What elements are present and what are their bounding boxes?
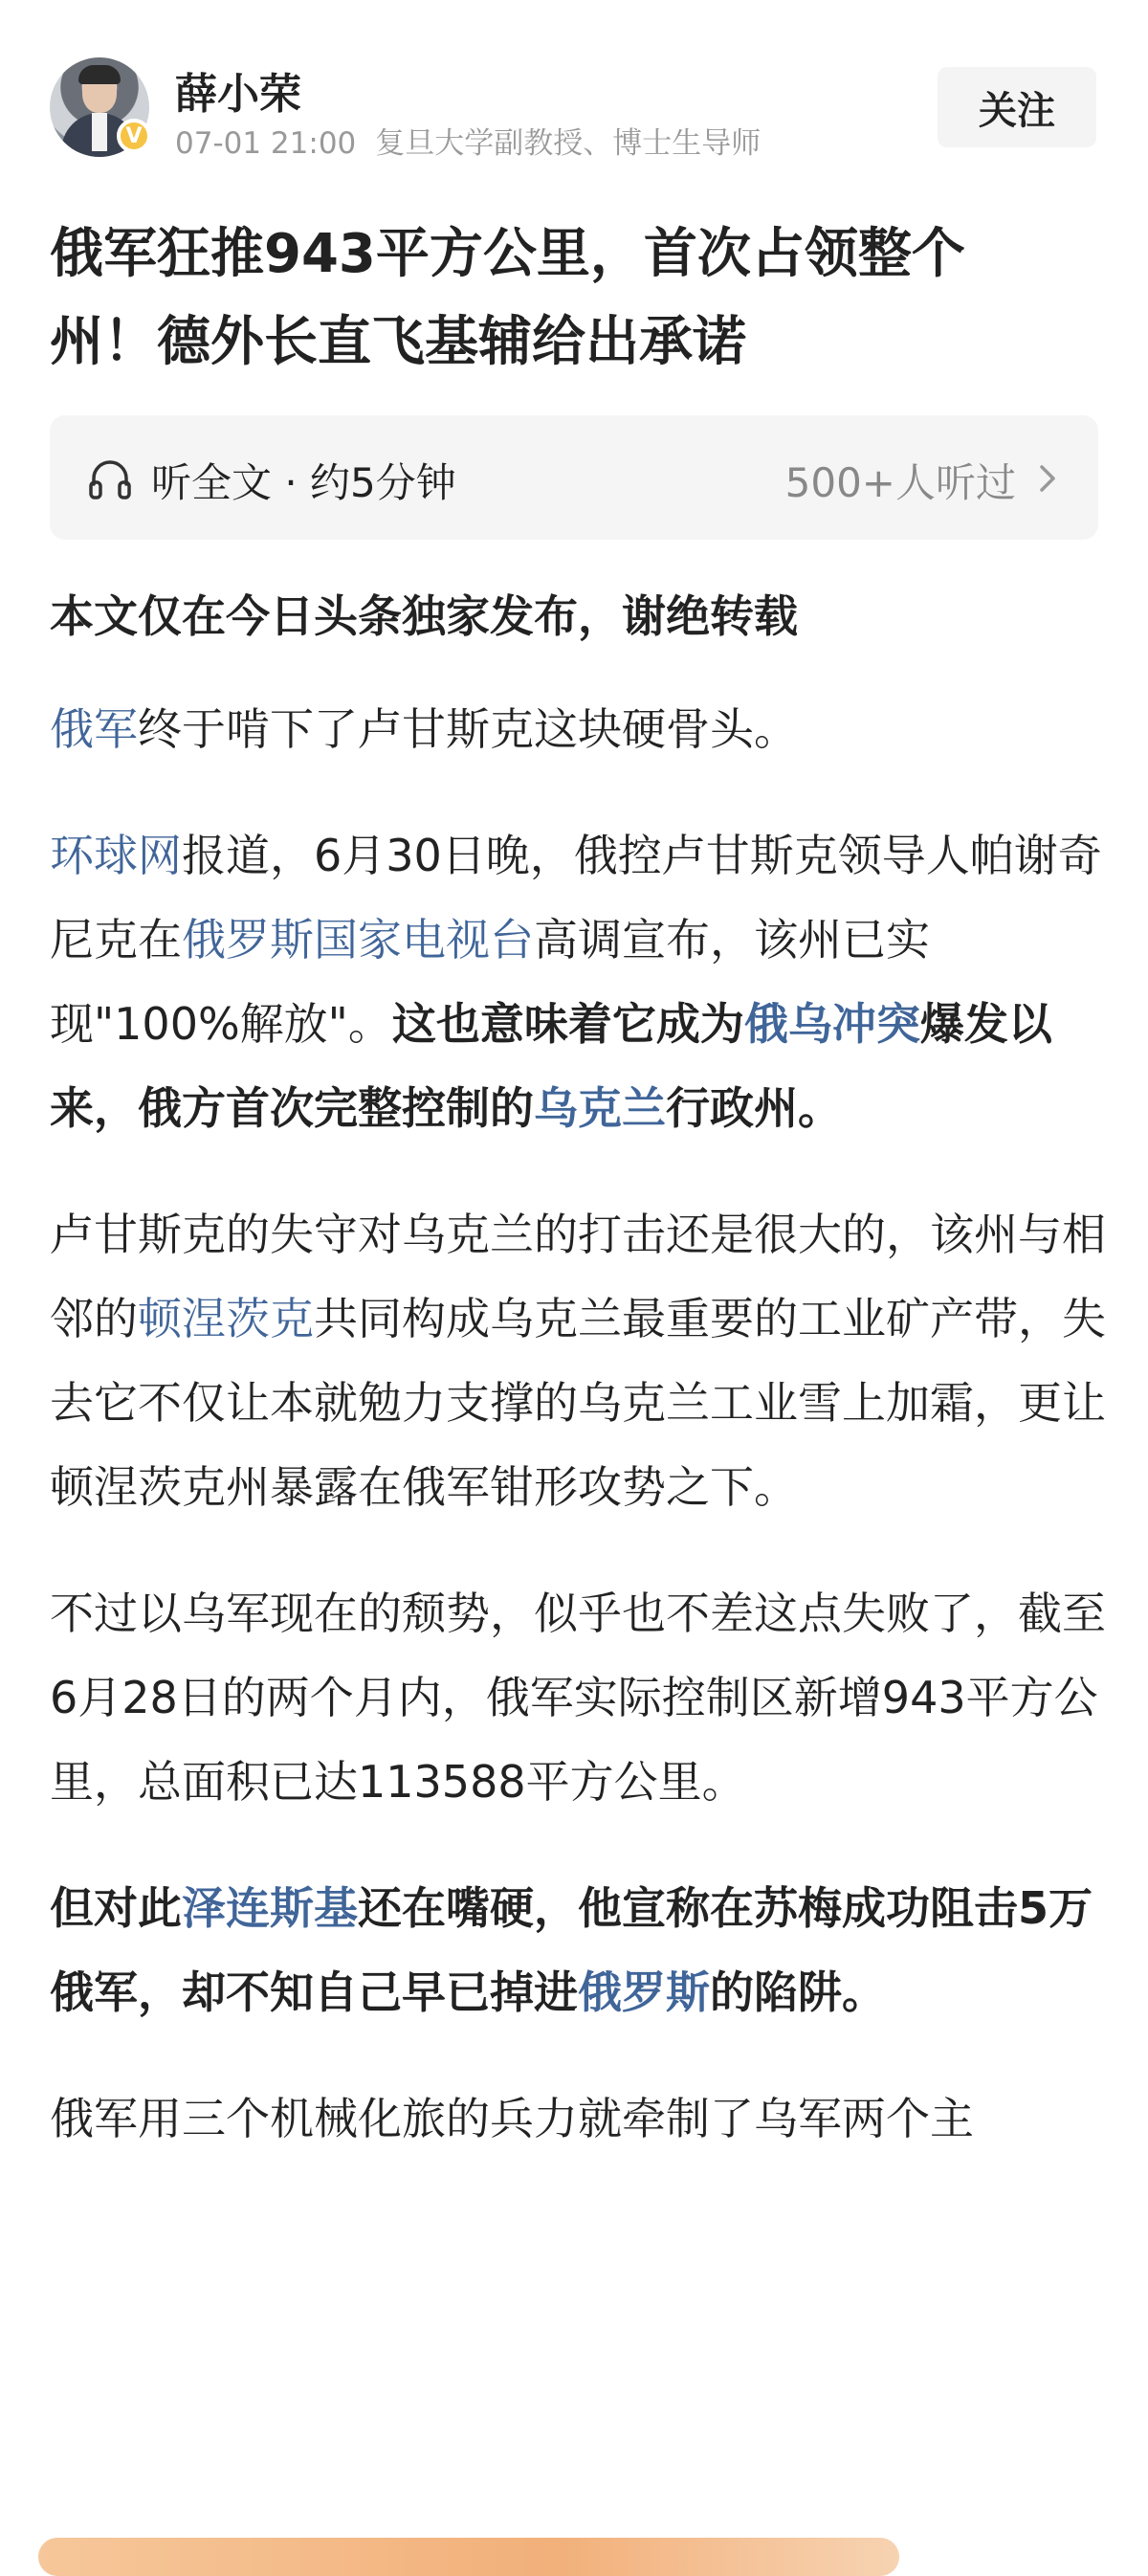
paragraph [50, 1866, 1112, 2034]
headphones-icon [88, 457, 132, 500]
bold-text: 爆发以来，俄方首次完整控制的 [50, 998, 1052, 1134]
paragraph-text: 报道，6月30日晚，俄控卢甘斯克领导人帕谢奇尼克在 [50, 830, 1102, 966]
paragraph-text: 卢甘斯克的失守对乌克兰的打击还是很大的，该州与相邻的 [50, 1209, 1106, 1344]
bold-text: 的陷阱。 [710, 1966, 886, 2018]
keyword-link[interactable]: 俄军 [50, 703, 138, 755]
author-description: 复旦大学副教授、博士生导师 [375, 126, 762, 161]
keyword-link[interactable]: 顿涅茨克 [138, 1293, 314, 1344]
author-meta [175, 119, 761, 162]
publish-time: 07-01 21:00 [175, 126, 357, 161]
listen-count: 500+人听过 [784, 459, 1016, 506]
keyword-link[interactable]: 环球网 [50, 830, 182, 881]
paragraph-text: 终于啃下了卢甘斯克这块硬骨头。 [138, 703, 798, 755]
bold-text: 行政州。 [666, 1082, 842, 1134]
keyword-link[interactable]: 乌克兰 [534, 1082, 666, 1134]
article-header [0, 0, 1148, 172]
avatar-hair [78, 65, 121, 84]
paragraph-text: 高调宣布，该州已实现"100%解放"。 [50, 914, 930, 1050]
follow-button[interactable]: 关注 [938, 67, 1096, 147]
article-title [50, 211, 1102, 387]
keyword-link[interactable]: 俄乌冲突 [743, 998, 920, 1050]
copyright-notice: 本文仅在今日头条独家发布，谢绝转载 [50, 590, 798, 642]
paragraph [50, 687, 1112, 771]
paragraph [50, 813, 1112, 1150]
paragraph [50, 1192, 1112, 1529]
paragraph: 俄军用三个机械化旅的兵力就牵制了乌军两个主 [50, 2093, 974, 2144]
verified-badge-icon: V [117, 119, 151, 153]
avatar-shirt [92, 113, 107, 151]
bold-text: 还在嘴硬，他宣称在苏梅成功阻击5万俄军，却不知自己早已掉进 [50, 1882, 1093, 2018]
paragraph: 不过以乌军现在的颓势，似乎也不差这点失败了，截至6月28日的两个月内，俄军实际控制区新增943平方公里，总面积已达113588平方公里。 [50, 1588, 1106, 1808]
paragraph-text: 共同构成乌克兰最重要的工业矿产带，失去它不仅让本就勉力支撑的乌克兰工业雪上加霜，更让顿涅茨克州暴露在俄军钳形攻势之下。 [50, 1293, 1106, 1513]
title-line: 州！德外长直飞基辅给出承诺 [50, 311, 746, 373]
keyword-link[interactable]: 泽连斯基 [182, 1882, 358, 1934]
listen-label: 听全文 · 约5分钟 [151, 459, 456, 506]
title-line: 俄军狂推943平方公里，首次占领整个 [50, 223, 965, 285]
listen-full-text-bar[interactable] [50, 415, 1098, 540]
bold-text: 但对此 [50, 1882, 182, 1934]
keyword-link[interactable]: 俄罗斯 [578, 1966, 710, 2018]
chevron-right-icon [1033, 457, 1062, 500]
bottom-decoration [38, 2538, 899, 2576]
author-name[interactable]: 薛小荣 [175, 70, 301, 119]
article-body [50, 574, 1112, 2203]
bold-text: 这也意味着它成为 [391, 998, 744, 1050]
keyword-link[interactable]: 俄罗斯国家电视台 [182, 914, 534, 966]
